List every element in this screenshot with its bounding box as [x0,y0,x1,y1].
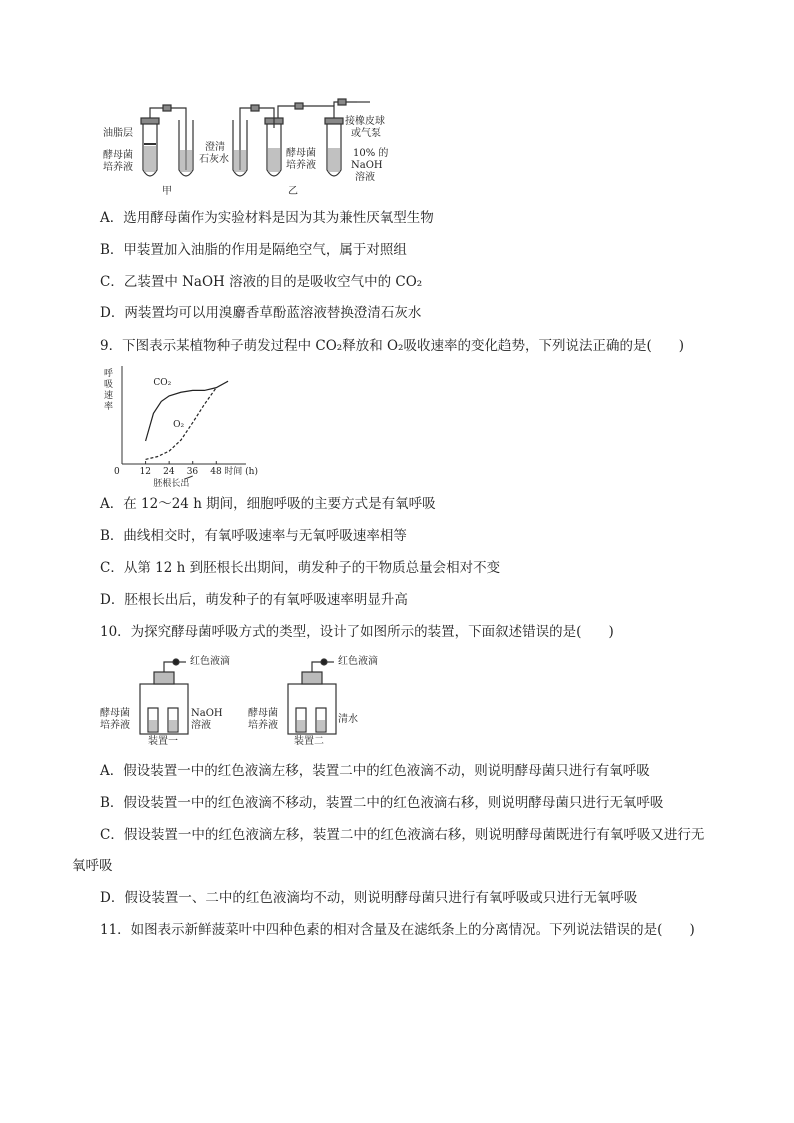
q10-option-b: B．假设装置一中的红色液滴不移动，装置二中的红色液滴右移，则说明酵母菌只进行无氧呼吸 [100,795,664,811]
x-tick-label: 48 [210,467,222,477]
label-yi: 乙 [288,186,298,197]
label-naoh-2: NaOH [351,160,383,171]
series-label-o2: O₂ [173,420,185,431]
label-naoh-q10-1: NaOH [191,708,223,719]
label-oil-layer: 油脂层 [103,128,133,139]
q10-option-a: A．假设装置一中的红色液滴左移，装置二中的红色液滴不动，则说明酵母菌只进行有氧呼吸 [100,763,650,779]
annotation-radicle: 胚根长出 [153,479,190,489]
label-yeast-mid-2: 培养液 [286,160,316,171]
label-device-1: 装置一 [148,736,178,747]
label-naoh-1: 10% 的 [353,148,389,159]
label-pump-2: 或气泵 [351,128,381,139]
x-tick-label: 0 [114,467,120,477]
q10-option-c-line1: C．假设装置一中的红色液滴左移，装置二中的红色液滴右移，则说明酵母菌既进行有氧呼吸又进行无 [100,827,705,843]
q9-chart [98,364,258,489]
label-naoh-3: 溶液 [355,172,375,183]
figure-q10-devices [98,652,398,752]
q9-option-c: C．从第 12 h 到胚根长出期间，萌发种子的干物质总量会相对不变 [100,560,501,576]
q10-option-c-line2: 氧呼吸 [72,858,113,874]
label-yeast-2a: 酵母菌 [248,708,278,719]
q9-chart-svg [98,364,258,489]
q9-option-d: D．胚根长出后，萌发种子的有氧呼吸速率明显升高 [100,592,408,608]
label-red-drop-2: 红色液滴 [338,656,378,667]
q10-option-d: D．假设装置一、二中的红色液滴均不动，则说明酵母菌只进行有氧呼吸或只进行无氧呼吸 [100,890,638,906]
q10-stem: 10．为探究酵母菌呼吸方式的类型，设计了如图所示的装置，下面叙述错误的是( ) [100,624,614,640]
label-device-2: 装置二 [294,736,324,747]
devices-drawing [98,652,398,752]
q9-option-b: B．曲线相交时，有氧呼吸速率与无氧呼吸速率相等 [100,528,407,544]
label-pump-1: 接橡皮球 [345,116,385,127]
label-water: 清水 [338,714,358,725]
q11-stem: 11．如图表示新鲜菠菜叶中四种色素的相对含量及在滤纸条上的分离情况。下列说法错误的是( ) [100,922,695,938]
q8-option-b: B．甲装置加入油脂的作用是隔绝空气，属于对照组 [100,242,407,258]
x-tick-label: 24 [163,467,175,477]
q9-option-a: A．在 12～24 h 期间，细胞呼吸的主要方式是有氧呼吸 [100,496,436,512]
label-red-drop-1: 红色液滴 [190,656,230,667]
label-limewater-1: 澄清 [205,142,225,153]
q8-option-d: D．两装置均可以用溴麝香草酚蓝溶液替换澄清石灰水 [100,305,422,321]
q8-option-c: C．乙装置中 NaOH 溶液的目的是吸收空气中的 CO₂ [100,274,423,290]
q9-stem: 9．下图表示某植物种子萌发过程中 CO₂释放和 O₂吸收速率的变化趋势，下列说法正确的是( ) [100,338,684,354]
x-tick-label: 12 [139,467,152,477]
x-axis-label: 时间 (h) [224,467,258,477]
label-yeast-left-2: 培养液 [103,162,133,173]
apparatus-drawing [95,98,395,198]
label-yeast-1b: 培养液 [100,720,130,731]
x-tick-label: 36 [186,467,199,477]
figure-q8-apparatus [95,98,395,198]
y-axis-label: 呼吸速率 [104,369,114,412]
label-yeast-mid-1: 酵母菌 [286,148,316,159]
label-yeast-2b: 培养液 [248,720,278,731]
label-yeast-1a: 酵母菌 [100,708,130,719]
label-jia: 甲 [162,186,172,197]
q8-option-a: A．选用酵母菌作为实验材料是因为其为兼性厌氧型生物 [100,210,434,226]
label-naoh-q10-2: 溶液 [191,720,211,731]
label-yeast-left-1: 酵母菌 [103,150,133,161]
series-label-co2: CO₂ [153,377,172,388]
label-limewater-2: 石灰水 [199,154,229,165]
